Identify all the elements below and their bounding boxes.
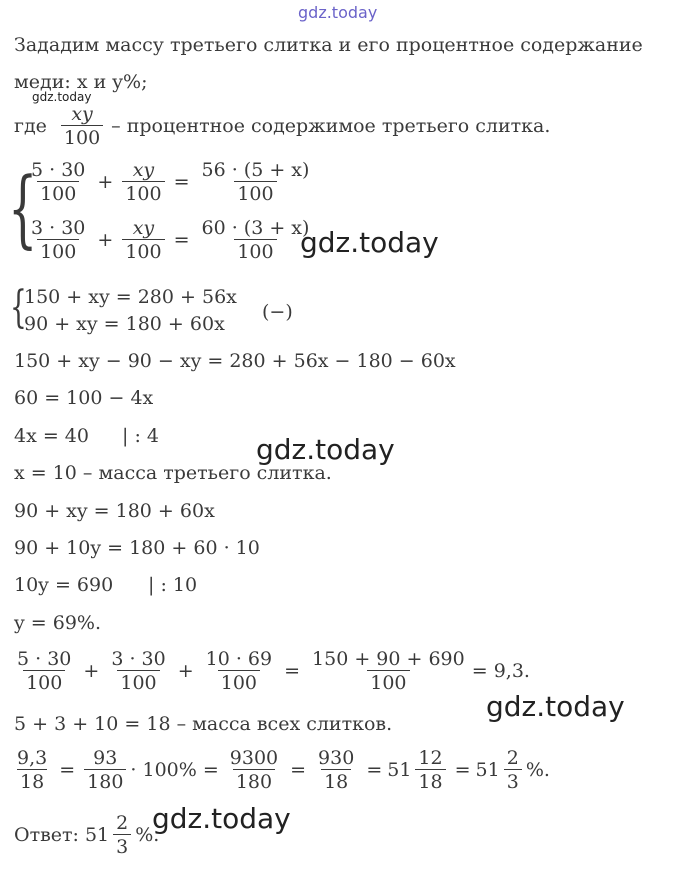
where-text: – процентное содержимое третьего слитка.: [111, 115, 551, 137]
where-fraction: [61, 104, 103, 148]
watermark-1: gdz.today: [300, 226, 439, 259]
fraction: $\frac{xy}{100}$: [122, 160, 164, 204]
numerator: xy: [71, 103, 93, 125]
answer-line: Ответ: 51 $\frac{2}{3}$ %.: [14, 812, 160, 858]
step-line-2: 60 = 100 − 4x: [14, 387, 154, 409]
fraction-sum-result: = 9,3.: [471, 660, 530, 682]
percent-line: $\frac{9,3}{18}$ = $\frac{93}{180}$ · 100% = $\frac{9300}{180}$ = $\frac{930}{18}$ = 51 $\frac{12}{18}$ = 51 $\frac{2}{3}$ %.: [10, 748, 550, 792]
fraction-sum-line: $\frac{5 \cdot 30}{100}$ + $\frac{3 \cdot 30}{100}$ + $\frac{10 \cdot 69}{100}$ = $\frac{150 + 90 + 690}{100}$ = 9,3.: [10, 649, 530, 693]
fraction: $\frac{3 \cdot 30}{100}$: [111, 648, 166, 694]
step-line-7-note: | : 10: [148, 574, 198, 596]
step-line-4: x = 10 – масса третьего слитка.: [14, 462, 332, 484]
fraction: $\frac{60 \cdot (3 + x)}{100}$: [201, 217, 310, 263]
system2-note: (−): [262, 301, 293, 323]
where-line: [14, 104, 550, 148]
fraction: $\frac{3 \cdot 30}{100}$: [31, 217, 86, 263]
intro-line-2: меди: x и y%;: [14, 71, 148, 93]
fraction: $\frac{9,3}{18}$: [17, 747, 48, 793]
step-line-3: 4x = 40: [14, 425, 89, 447]
answer-label: Ответ:: [14, 824, 79, 846]
watermark-top: gdz.today: [298, 3, 378, 22]
mixed-number: 51 $\frac{2}{3}$: [476, 748, 526, 792]
system2-eq2: 90 + xy = 180 + 60x: [24, 313, 225, 335]
system2-eq1: 150 + xy = 280 + 56x: [24, 286, 237, 308]
fraction: $\frac{56 \cdot (5 + x)}{100}$: [201, 159, 310, 205]
fraction: $\frac{5 \cdot 30}{100}$: [31, 159, 86, 205]
step-line-1: 150 + xy − 90 − xy = 280 + 56x − 180 − 60x: [14, 350, 456, 372]
system1-eq2: $\frac{3 \cdot 30}{100}$ + $\frac{xy}{100}$ = $\frac{60 \cdot (3 + x)}{100}$: [24, 218, 316, 262]
system1-eq1: $\frac{5 \cdot 30}{100}$ + $\frac{xy}{100}$ = $\frac{56 \cdot (5 + x)}{100}$: [24, 160, 316, 204]
step-line-6: 90 + 10y = 180 + 60 · 10: [14, 537, 260, 559]
where-prefix: где: [14, 115, 47, 137]
step-line-5: 90 + xy = 180 + 60x: [14, 500, 215, 522]
intro-line-1: Зададим массу третьего слитка и его процентное содержание: [14, 34, 643, 56]
fraction: $\frac{5 \cdot 30}{100}$: [17, 648, 72, 694]
system-brace-2: {: [10, 282, 27, 333]
step-line-8: y = 69%.: [14, 612, 102, 634]
watermark-small: gdz.today: [32, 90, 92, 104]
step-line-9: 5 + 3 + 10 = 18 – масса всех слитков.: [14, 713, 393, 735]
fraction: $\frac{xy}{100}$: [122, 218, 164, 262]
mixed-number: 51 $\frac{12}{18}$: [387, 748, 449, 792]
watermark-4: gdz.today: [152, 802, 291, 835]
fraction: $\frac{10 \cdot 69}{100}$: [205, 648, 273, 694]
denominator: 100: [61, 125, 103, 148]
fraction: $\frac{9300}{180}$: [229, 747, 279, 793]
step-line-3-note: | : 4: [122, 425, 159, 447]
fraction: $\frac{150 + 90 + 690}{100}$: [312, 648, 465, 694]
fraction: $\frac{93}{180}$: [84, 748, 126, 792]
watermark-2: gdz.today: [256, 433, 395, 466]
step-line-7: 10y = 690: [14, 574, 114, 596]
watermark-3: gdz.today: [486, 690, 625, 723]
system-brace-1: {: [8, 159, 38, 257]
answer-value: 51 $\frac{2}{3}$: [85, 813, 135, 857]
fraction: $\frac{930}{18}$: [318, 747, 355, 793]
